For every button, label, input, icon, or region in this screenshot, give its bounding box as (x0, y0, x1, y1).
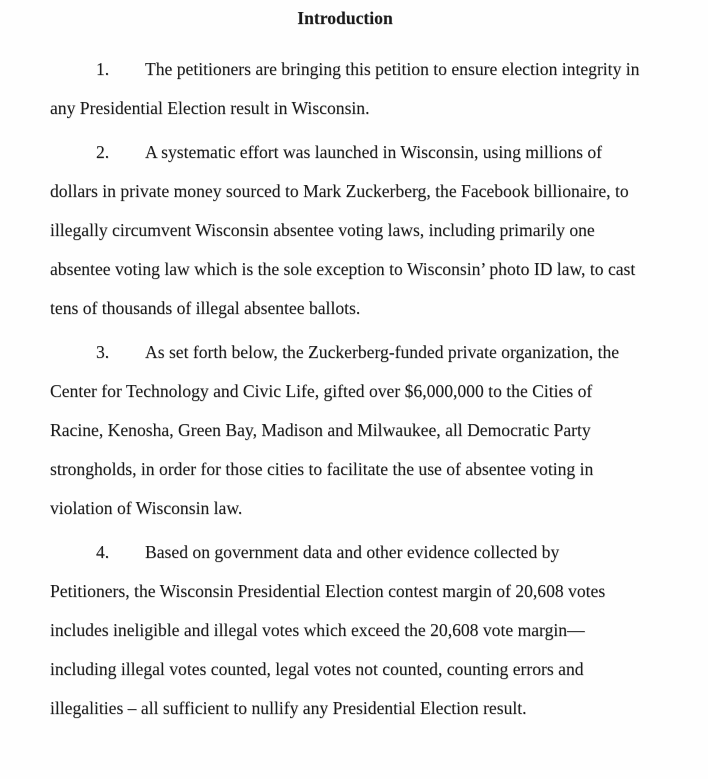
paragraph-3 (50, 333, 708, 528)
paragraph-line: including illegal votes counted, legal votes not counted, counting errors and (50, 659, 584, 679)
paragraph-text: The petitioners are bringing this petition to ensure election integrity in (145, 59, 640, 79)
paragraph-1 (50, 50, 708, 128)
paragraph-line: Center for Technology and Civic Life, gifted over $6,000,000 to the Cities of (50, 381, 593, 401)
paragraph-2 (50, 133, 708, 328)
paragraph-text: Based on government data and other evidence collected by (145, 542, 560, 562)
paragraph-number: 2. (96, 142, 110, 162)
paragraph-line: dollars in private money sourced to Mark Zuckerberg, the Facebook billionaire, to (50, 181, 629, 201)
paragraph-line (50, 533, 708, 572)
section-heading: Introduction (297, 8, 393, 28)
paragraph-line: Petitioners, the Wisconsin Presidential Election contest margin of 20,608 votes (50, 581, 606, 601)
paragraph-number: 3. (96, 342, 110, 362)
paragraph-line: strongholds, in order for those cities to facilitate the use of absentee voting in (50, 459, 594, 479)
paragraph-line: illegalities – all sufficient to nullify any Presidential Election result. (50, 698, 527, 718)
paragraph-line: includes ineligible and illegal votes which exceed the 20,608 vote margin— (50, 620, 585, 640)
paragraph-line: violation of Wisconsin law. (50, 498, 243, 518)
paragraph-text: As set forth below, the Zuckerberg-funded private organization, the (145, 342, 620, 362)
paragraph-text: A systematic effort was launched in Wisconsin, using millions of (145, 142, 602, 162)
paragraph-line: tens of thousands of illegal absentee ballots. (50, 298, 361, 318)
paragraph-line: absentee voting law which is the sole exception to Wisconsin’ photo ID law, to cast (50, 259, 636, 279)
document-body (50, 50, 708, 728)
paragraph-number: 1. (96, 59, 110, 79)
paragraph-line (50, 133, 708, 172)
paragraph-line: any Presidential Election result in Wisconsin. (50, 98, 370, 118)
paragraph-line (50, 50, 708, 89)
paragraph-number: 4. (96, 542, 110, 562)
paragraph-line (50, 333, 708, 372)
paragraph-4 (50, 533, 708, 728)
paragraph-line: illegally circumvent Wisconsin absentee voting laws, including primarily one (50, 220, 595, 240)
paragraph-line: Racine, Kenosha, Green Bay, Madison and Milwaukee, all Democratic Party (50, 420, 591, 440)
